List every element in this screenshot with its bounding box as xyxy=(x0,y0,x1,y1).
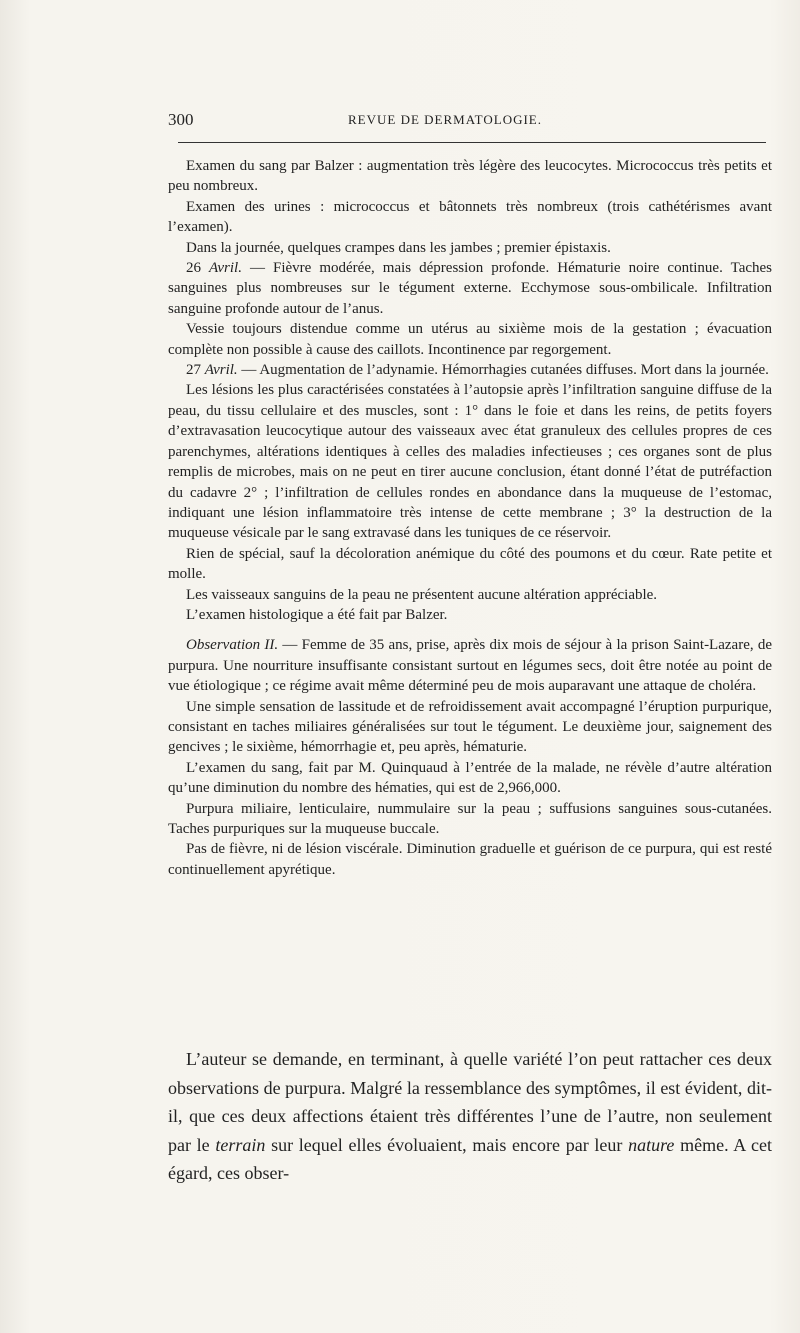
body-paragraph xyxy=(168,697,772,758)
paragraph-text: — Fièvre modérée, mais dépression profonde. Hématurie noire continue. Taches sanguines plus nombreuses sur le tégument externe. Ecchymose sous-ombilicale. Infiltration sanguine profonde autour de l’anus. xyxy=(168,260,773,317)
closing-paragraph-block xyxy=(168,1045,772,1188)
closing-text: sur lequel elles évoluaient, mais encore par leur xyxy=(265,1134,629,1155)
paragraph-text: L’examen du sang, fait par M. Quinquaud à l’entrée de la malade, ne révèle d’autre altération qu’une diminution du nombre des hématies, qui est de 2,966,000. xyxy=(168,759,772,797)
body-paragraph xyxy=(168,197,772,238)
italic-lead: Observation II. xyxy=(186,637,279,654)
body-paragraph xyxy=(168,799,772,840)
paragraph-text: Purpura miliaire, lenticulaire, nummulaire sur la peau ; suffusions sanguines sous-cutanées. Taches purpuriques sur la muqueuse buccale. xyxy=(168,800,772,837)
body-paragraph xyxy=(168,544,772,585)
body-paragraph xyxy=(168,585,772,605)
paragraph-text: Les lésions les plus caractérisées constatées à l’autopsie après l’infiltration sanguine diffuse de la peau, du tissu cellulaire et des muscles, sont : 1° dans le foie et dans les reins, de petits foyers d’extravasation leucocytique autour des vaisseaux avec état granuleux des cellules propres de ces parenchymes, altérations identiques à celles des maladies infectieuses ; ces organes sont de plus remplis de microbes, mais on ne peut en tirer aucune conclusion, étant donné l’état de putréfaction du cadavre 2° ; l’infiltration de cellules rondes en abondance dans la muqueuse de l’estomac, indiquant une lésion inflammatoire très intense de cette membrane ; 3° la destruction de la muqueuse vésicale par le sang extravasé dans les tuniques de ce réservoir. xyxy=(168,382,772,542)
page-header xyxy=(168,110,768,134)
body-paragraph xyxy=(168,258,772,319)
body-paragraph xyxy=(168,380,772,543)
closing-emphasis: terrain xyxy=(215,1134,266,1155)
closing-emphasis: nature xyxy=(628,1134,675,1155)
paragraph-text: Une simple sensation de lassitude et de refroidissement avait accompagné l’éruption purpurique, consistant en taches miliaires généralisées sur tout le tégument. Le deuxième jour, saignement des gencives ; le sixième, hémorrhagie et, peu après, hématurie. xyxy=(168,698,772,756)
paragraph-text: Examen des urines : micrococcus et bâtonnets très nombreux (trois cathétérismes avant l’examen). xyxy=(168,198,772,236)
body-paragraph xyxy=(168,635,772,696)
closing-text: même. A cet égard, ces obser- xyxy=(168,1134,772,1183)
closing-text: L’auteur se demande, en terminant, à quelle variété l’on peut rattacher ces deux observations de purpura. Malgré la ressemblance des symptômes, il est évident, dit-il, que ces deux affections étaient très différentes l’une de l’autre, non seulement par le xyxy=(168,1049,772,1155)
page-number: 300 xyxy=(168,110,194,129)
header-rule xyxy=(178,142,766,143)
paragraph-text: — Femme de 35 ans, prise, après dix mois de séjour à la prison Saint-Lazare, de purpura. Une nourriture insuffisante consistant surtout en légumes secs, doit être notée au point de vue étiologique ; ce régime avait même déterminé peu de mois auparavant une attaque de choléra. xyxy=(168,637,772,695)
body-paragraph xyxy=(168,156,772,197)
paragraph-text: Pas de fièvre, ni de lésion viscérale. Diminution graduelle et guérison de ce purpura, qui est resté continuellement apyrétique. xyxy=(168,841,772,878)
body-paragraph xyxy=(168,839,772,880)
date-prefix: 26 xyxy=(186,260,210,277)
body-text xyxy=(168,156,772,880)
body-paragraph xyxy=(168,360,772,380)
paragraph-text: Vessie toujours distendue comme un utérus au sixième mois de la gestation ; évacuation complète non possible à cause des caillots. Incontinence par regorgement. xyxy=(168,321,772,358)
paragraph-text: L’examen histologique a été fait par Balzer. xyxy=(186,606,448,623)
date-prefix: 27 xyxy=(186,362,205,379)
paragraph-text: — Augmentation de l’adynamie. Hémorrhagies cutanées diffuses. Mort dans la journée. xyxy=(237,362,769,379)
running-title: REVUE DE DERMATOLOGIE. xyxy=(348,112,542,127)
italic-lead: Avril. xyxy=(204,362,238,379)
paragraph-text: Examen du sang par Balzer : augmentation très légère des leucocytes. Micrococcus très petits et peu nombreux. xyxy=(168,158,772,195)
body-paragraph xyxy=(168,605,772,625)
paragraph-text: Rien de spécial, sauf la décoloration anémique du côté des poumons et du cœur. Rate petite et molle. xyxy=(168,545,772,583)
italic-lead: Avril. xyxy=(209,260,242,277)
body-paragraph xyxy=(168,319,772,360)
body-paragraph xyxy=(168,238,772,258)
paragraph-text: Dans la journée, quelques crampes dans les jambes ; premier épistaxis. xyxy=(186,239,611,256)
closing-paragraph xyxy=(168,1045,772,1188)
paragraph-text: Les vaisseaux sanguins de la peau ne présentent aucune altération appréciable. xyxy=(186,586,658,603)
body-paragraph xyxy=(168,758,772,799)
